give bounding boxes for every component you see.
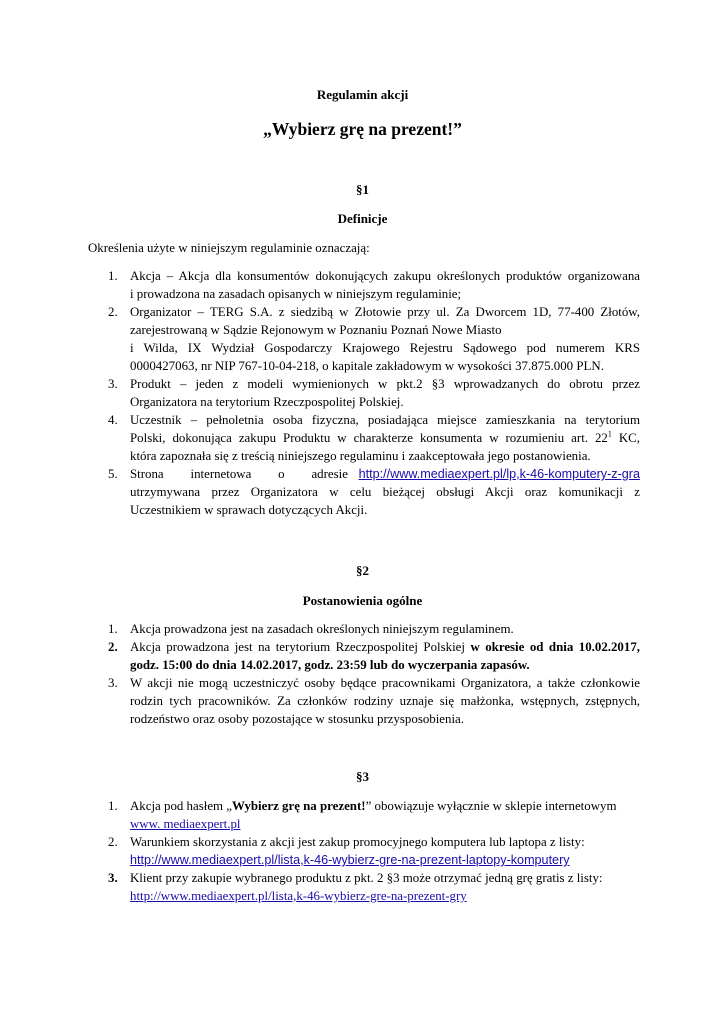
item-text: KC, — [611, 431, 640, 445]
item-text-line — [130, 815, 640, 833]
item-text-line: Warunkiem skorzystania z akcji jest zakup promocyjnego komputera lub laptopa z listy: — [130, 835, 585, 849]
item-text-line: utrzymywana przez Organizatora w celu bieżącej obsługi Akcji oraz komunikacji z — [130, 485, 640, 499]
item-text-line: rodzin tych pracowników. Za członków rodziny uznaje się małżonka, wstępnych, zstępnych, — [130, 694, 640, 708]
campaign-name: Wybierz grę na prezent! — [232, 799, 366, 813]
list-number: 2. — [108, 640, 118, 654]
item-text-line: 0000427063, nr NIP 767-10-04-218, o kapitale zakładowym w wysokości 37.875.000 PLN. — [130, 359, 604, 373]
list-number: 3. — [108, 871, 118, 885]
section-3-mark: §3 — [356, 769, 369, 784]
list-item — [88, 869, 640, 905]
section-1-title: Definicje — [337, 211, 388, 226]
item-text-line: Akcja prowadzona jest na zasadach określonych niniejszym regulaminem. — [130, 622, 514, 636]
list-number: 1. — [108, 269, 118, 283]
item-text-line: Klient przy zakupie wybranego produktu z pkt. 2 §3 może otrzymać jedną grę gratis z listy: — [130, 871, 603, 885]
item-text-line: Akcja – Akcja dla konsumentów dokonujących zakupu określonych produktów organizowana — [130, 269, 640, 283]
list-number: 1. — [108, 622, 118, 636]
item-text-line: Produkt – jeden z modeli wymienionych w pkt.2 §3 wprowadzanych do obrotu przez — [130, 377, 640, 391]
list-number: 3. — [108, 676, 118, 690]
list-item — [88, 267, 640, 303]
item-text-line: rodzeństwo oraz osoby pozostające w stosunku przysposobienia. — [130, 712, 465, 726]
item-text-line — [130, 851, 640, 869]
item-text: Strona internetowa o adresie — [130, 467, 348, 481]
list-number: 4. — [108, 413, 118, 427]
website-link[interactable]: http://www.mediaexpert.pl/lp,k-46-komputery-z-gra — [358, 467, 640, 481]
section-2-mark: §2 — [356, 563, 369, 578]
item-text-line: godz. 15:00 do dnia 14.02.2017, godz. 23:59 lub do wyczerpania zapasów. — [130, 658, 530, 672]
item-text-line — [130, 887, 640, 905]
item-text-line: Organizator – TERG S.A. z siedzibą w Złotowie przy ul. Za Dworcem 1D, 77-400 Złotów, — [130, 305, 640, 319]
section-3-list — [88, 797, 640, 905]
item-text: Akcja pod hasłem „ — [130, 799, 233, 813]
list-number: 1. — [108, 799, 118, 813]
item-text-line: Organizatora na terytorium Rzeczpospolitej Polskiej. — [130, 395, 404, 409]
definitions-list — [88, 267, 640, 519]
item-text-line — [130, 429, 640, 447]
section-1-mark: §1 — [356, 182, 369, 197]
list-number: 2. — [108, 305, 118, 319]
item-text-line: zarejestrowaną w Sądzie Rejonowym w Poznaniu Poznań Nowe Miasto — [130, 323, 502, 337]
document-title: „Wybierz grę na prezent!” — [263, 119, 462, 139]
item-text-line: Uczestnik – pełnoletnia osoba fizyczna, posiadająca miejsce zamieszkania na terytorium — [130, 413, 640, 427]
store-link[interactable]: www. mediaexpert.pl — [130, 817, 241, 831]
list-item — [88, 465, 640, 519]
list-item — [88, 674, 640, 728]
general-provisions-list — [88, 620, 640, 728]
item-text-line: która zapoznała się z treścią niniejszego regulaminu i zaakceptowała jego postanowienia. — [130, 449, 591, 463]
section-2-title: Postanowienia ogólne — [302, 593, 423, 608]
list-number: 3. — [108, 377, 118, 391]
laptops-list-link[interactable]: http://www.mediaexpert.pl/lista,k-46-wybierz-gre-na-prezent-laptopy-komputery — [130, 853, 570, 867]
games-list-link[interactable]: http://www.mediaexpert.pl/lista,k-46-wybierz-gre-na-prezent-gry — [130, 889, 467, 903]
item-text-line: W akcji nie mogą uczestniczyć osoby będące pracownikami Organizatora, a także członkowie — [130, 676, 640, 690]
list-item — [88, 833, 640, 869]
list-item — [88, 638, 640, 674]
period-text: w okresie od dnia 10.02.2017, — [470, 640, 640, 654]
list-number: 2. — [108, 835, 118, 849]
item-text: Akcja prowadzona jest na terytorium Rzeczpospolitej Polskiej — [130, 640, 471, 654]
list-item — [88, 375, 640, 411]
item-text: Polski, dokonująca zakupu Produktu w charakterze konsumenta w rozumieniu art. 22 — [130, 431, 608, 445]
list-item — [88, 797, 640, 833]
list-number: 5. — [108, 467, 118, 481]
item-text-line: Uczestnikiem w sprawach dotyczących Akcji. — [130, 503, 368, 517]
list-item — [88, 411, 640, 465]
item-text-line — [130, 797, 640, 815]
item-text-line — [130, 465, 640, 483]
list-item — [88, 620, 640, 638]
superscript: 1 — [607, 429, 612, 439]
item-text-line: i Wilda, IX Wydział Gospodarczy Krajowego Rejestru Sądowego pod numerem KRS — [130, 341, 640, 355]
item-text-line: i prowadzona na zasadach opisanych w niniejszym regulaminie; — [130, 287, 462, 301]
list-item — [88, 303, 640, 375]
item-text: ” obowiązuje wyłącznie w sklepie internetowym — [365, 799, 617, 813]
document-heading: Regulamin akcji — [316, 87, 409, 102]
item-text-line — [130, 638, 640, 656]
definitions-intro: Określenia użyte w niniejszym regulaminie oznaczają: — [88, 241, 370, 255]
